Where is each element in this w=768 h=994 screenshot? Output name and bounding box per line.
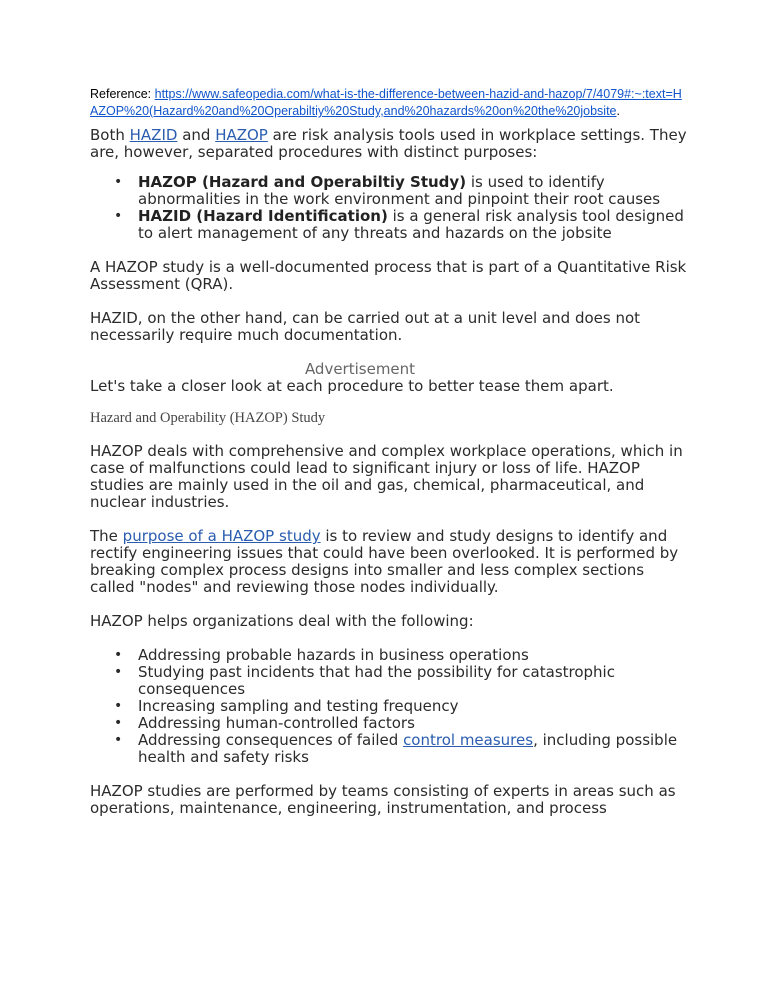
control-measures-link[interactable]: control measures [403,731,534,749]
helps-paragraph: HAZOP helps organizations deal with the following: [90,612,474,630]
section-heading: Hazard and Operability (HAZOP) Study [90,410,326,426]
closer-look-paragraph: Let's take a closer look at each procedure to better tease them apart. [90,377,614,395]
hazop-link[interactable]: HAZOP [215,126,268,144]
intro-text-2: and [177,126,216,144]
definition-text: is a general risk analysis tool designed to alert management of any threats and hazards on the jobsite [138,207,684,242]
teams-paragraph: HAZOP studies are performed by teams consisting of experts in areas such as operations, maintenance, engineering, instrumentation, and process [90,782,676,817]
hazop-deals-paragraph: HAZOP deals with comprehensive and complex workplace operations, which in case of malfunctions could lead to significant injury or loss of life. HAZOP studies are mainly used in the oil and gas, chemical, pharmaceutical, and nuclear industries. [90,442,683,511]
purpose-text-2: is to review and study designs to identify and rectify engineering issues that could have been overlooked. It is performed by breaking complex process designs into smaller and less complex sections called "nodes" and reviewing those nodes individually. [90,527,679,596]
advertisement-label: Advertisement [304,360,416,378]
list-item [138,208,690,242]
hazid-link[interactable]: HAZID [129,126,178,144]
purpose-of-hazop-link[interactable]: purpose of a HAZOP study [122,527,321,545]
list-item: • Studying past incidents that had the possibility for catastrophic consequences [138,664,690,698]
purpose-text-1: The [90,527,123,545]
reference-url-link[interactable]: https://www.safeopedia.com/what-is-the-difference-between-hazid-and-hazop/7/4079#:~:text=HAZOP%20(Hazard%20and%20Operabiltiy%20Study,and%20hazards%20on%20the%20jobsite [90,87,682,118]
reference-line [90,86,690,120]
definitions-list [90,174,690,242]
helps-list [90,647,690,766]
list-item: • Addressing probable hazards in business operations [138,647,690,664]
list-item [138,174,690,208]
reference-trailing: . [616,104,620,118]
list-item: • Addressing human-controlled factors [138,715,690,732]
list-item-text-2: , including possible health and safety risks [138,731,678,766]
definition-term: HAZOP (Hazard and Operabiltiy Study) [138,173,467,191]
intro-paragraph [90,127,690,161]
intro-text-1: Both [90,126,130,144]
list-item [138,732,690,766]
purpose-paragraph [90,528,690,596]
hazid-paragraph: HAZID, on the other hand, can be carried out at a unit level and does not necessarily require much documentation. [90,309,641,344]
hazop-study-paragraph: A HAZOP study is a well-documented process that is part of a Quantitative Risk Assessment (QRA). [90,258,687,293]
definition-term: HAZID (Hazard Identification) [138,207,388,225]
list-item-text-1: Addressing consequences of failed [138,731,404,749]
document-body [90,86,690,834]
definition-text: is used to identify abnormalities in the work environment and pinpoint their root causes [138,173,661,208]
reference-label: Reference: [90,87,155,101]
intro-text-3: are risk analysis tools used in workplace settings. They are, however, separated procedures with distinct purposes: [90,126,687,161]
list-item: • Increasing sampling and testing frequency [138,698,690,715]
